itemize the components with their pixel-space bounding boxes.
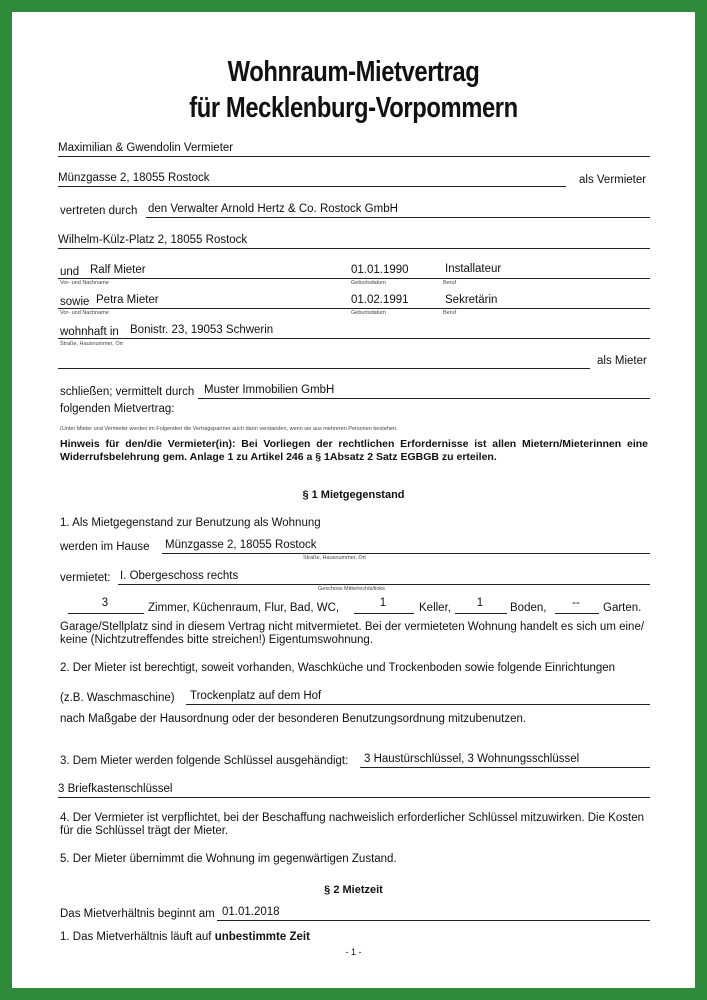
as-landlord-label: als Vermieter (579, 174, 647, 186)
section1-p5: 5. Der Mieter übernimmt die Wohnung im gegenwärtigen Zustand. (60, 853, 397, 865)
house-label: werden im Hause (60, 541, 150, 553)
title-line-2: für Mecklenburg-Vorpommern (189, 92, 518, 124)
p2-example-label: (z.B. Waschmaschine) (60, 692, 175, 704)
rooms-label: Zimmer, Küchenraum, Flur, Bad, WC, (148, 602, 340, 614)
section2-heading: § 2 Mietzeit (324, 884, 383, 896)
landlord-address[interactable]: Münzgasse 2, 18055 Rostock (58, 172, 210, 184)
tenant2-job[interactable]: Sekretärin (445, 294, 498, 306)
attic-label: Boden, (510, 602, 547, 614)
tenant1-birthdate[interactable]: 01.01.1990 (351, 264, 409, 276)
tenant1-job[interactable]: Installateur (445, 263, 502, 275)
garden-label: Garten. (603, 602, 642, 614)
following-contract: folgenden Mietvertrag: (60, 403, 175, 415)
tenant1-name[interactable]: Ralf Mieter (90, 264, 146, 276)
garden-value[interactable]: -- (572, 597, 580, 609)
attic-line (455, 613, 507, 614)
rented-line (118, 584, 650, 585)
tenant2-birthdate[interactable]: 01.02.1991 (351, 294, 409, 306)
section2-p1-prefix: 1. Das Mietverhältnis läuft auf (60, 931, 215, 943)
start-label: Das Mietverhältnis beginnt am (60, 908, 215, 920)
rented-value[interactable]: I. Obergeschoss rechts (120, 570, 239, 582)
resident-line (58, 338, 650, 339)
cellar-line (354, 613, 414, 614)
caption-address-resident: Straße, Hausnummer, Ort (60, 341, 123, 347)
p3-value[interactable]: 3 Haustürschlüssel, 3 Wohnungsschlüssel (364, 753, 580, 765)
notice-bold: Hinweis für den/die Vermieter(in): Bei Vorliegen der rechtlichen Erfordernisse ist allen Mietern/Mieterinnen eine Widerrufsbelehrung gem. Anlage 1 zu Artikel 246 a § 1Absatz 2 Satz EGBGB zu erteilen. (60, 438, 648, 463)
caption-birth-1: Geburtsdatum (351, 280, 386, 286)
also-label: sowie (60, 296, 90, 308)
section2-p1 (60, 931, 310, 943)
attic-value[interactable]: 1 (476, 597, 484, 609)
cellar-label: Keller, (419, 602, 451, 614)
as-tenant-label: als Mieter (597, 355, 647, 367)
caption-name-2: Vor- und Nachname (60, 310, 109, 316)
administrator-address-line (58, 248, 650, 249)
house-line (162, 553, 650, 554)
resident-label: wohnhaft in (60, 326, 119, 338)
p3-label: 3. Dem Mieter werden folgende Schlüssel ausgehändigt: (60, 755, 349, 767)
resident-line-2 (58, 368, 590, 369)
p2-example-value[interactable]: Trockenplatz auf dem Hof (190, 690, 322, 702)
rooms-line (68, 613, 144, 614)
landlord-name-line (58, 156, 650, 157)
p3-line-2 (58, 797, 650, 798)
start-value[interactable]: 01.01.2018 (222, 906, 280, 918)
p2-rules: nach Maßgabe der Hausordnung oder der besonderen Benutzungsordnung mitzubenutzen. (60, 713, 527, 725)
p3-value-2[interactable]: 3 Briefkastenschlüssel (58, 783, 173, 795)
title-line-1: Wohnraum-Mietvertrag (227, 56, 480, 88)
resident-value[interactable]: Bonistr. 23, 19053 Schwerin (130, 324, 274, 336)
concluded-label: schließen; vermittelt durch (60, 386, 195, 398)
broker-line (198, 398, 650, 399)
represented-value[interactable]: den Verwalter Arnold Hertz & Co. Rostock GmbH (148, 203, 398, 215)
contract-page (12, 12, 695, 988)
caption-job-2: Beruf (443, 310, 457, 316)
p3-line (360, 767, 650, 768)
cellar-value[interactable]: 1 (379, 597, 387, 609)
p2-example-line (186, 704, 650, 705)
section1-heading: § 1 Mietgegenstand (302, 489, 405, 501)
landlord-name[interactable]: Maximilian & Gwendolin Vermieter (58, 142, 234, 154)
administrator-address[interactable]: Wilhelm-Külz-Platz 2, 18055 Rostock (58, 234, 248, 246)
broker-value[interactable]: Muster Immobilien GmbH (204, 384, 335, 396)
section1-p4: 4. Der Vermieter ist verpflichtet, bei der Beschaffung nachweislich erforderlicher Schlüssel mitzuwirken. Die Kosten für die Schlüssel trägt der Mieter. (60, 812, 644, 837)
section1-p2: 2. Der Mieter ist berechtigt, soweit vorhanden, Waschküche und Trockenboden sowie folgende Einrichtungen (60, 662, 616, 674)
section2-p1-bold: unbestimmte Zeit (214, 931, 310, 943)
tenant2-name[interactable]: Petra Mieter (96, 294, 159, 306)
garden-line (555, 613, 599, 614)
caption-birth-2: Geburtsdatum (351, 310, 386, 316)
start-line (217, 920, 650, 921)
rented-label: vermietet: (60, 572, 111, 584)
section1-intro: 1. Als Mietgegenstand zur Benutzung als Wohnung (60, 517, 321, 529)
represented-label: vertreten durch (60, 205, 138, 217)
caption-address-house: Straße, Hausnummer, Ort (303, 555, 366, 561)
represented-line (146, 217, 650, 218)
landlord-address-line (58, 186, 566, 187)
rooms-value[interactable]: 3 (101, 597, 109, 609)
garage-text: Garage/Stellplatz sind in diesem Vertrag nicht mitvermietet. Bei der vermieteten Wohnung handelt es sich um eine/ keine (Nichtzutreffendes bitte streichen!) Eigentumswohnung. (60, 621, 645, 646)
and-label: und (60, 266, 80, 278)
house-value[interactable]: Münzgasse 2, 18055 Rostock (165, 539, 317, 551)
tenant2-line (58, 308, 650, 309)
page-number: - 1 - (345, 947, 362, 957)
caption-name-1: Vor- und Nachname (60, 280, 109, 286)
caption-job-1: Beruf (443, 280, 457, 286)
note-small: (Unter Mieter und Vermieter werden im Folgenden die Vertragspartner auch dann verstanden, wenn sie aus mehreren Personen bestehen. (60, 426, 398, 432)
tenant1-line (58, 278, 650, 279)
caption-floor: Geschoss Mitte/rechts/links (318, 586, 385, 592)
